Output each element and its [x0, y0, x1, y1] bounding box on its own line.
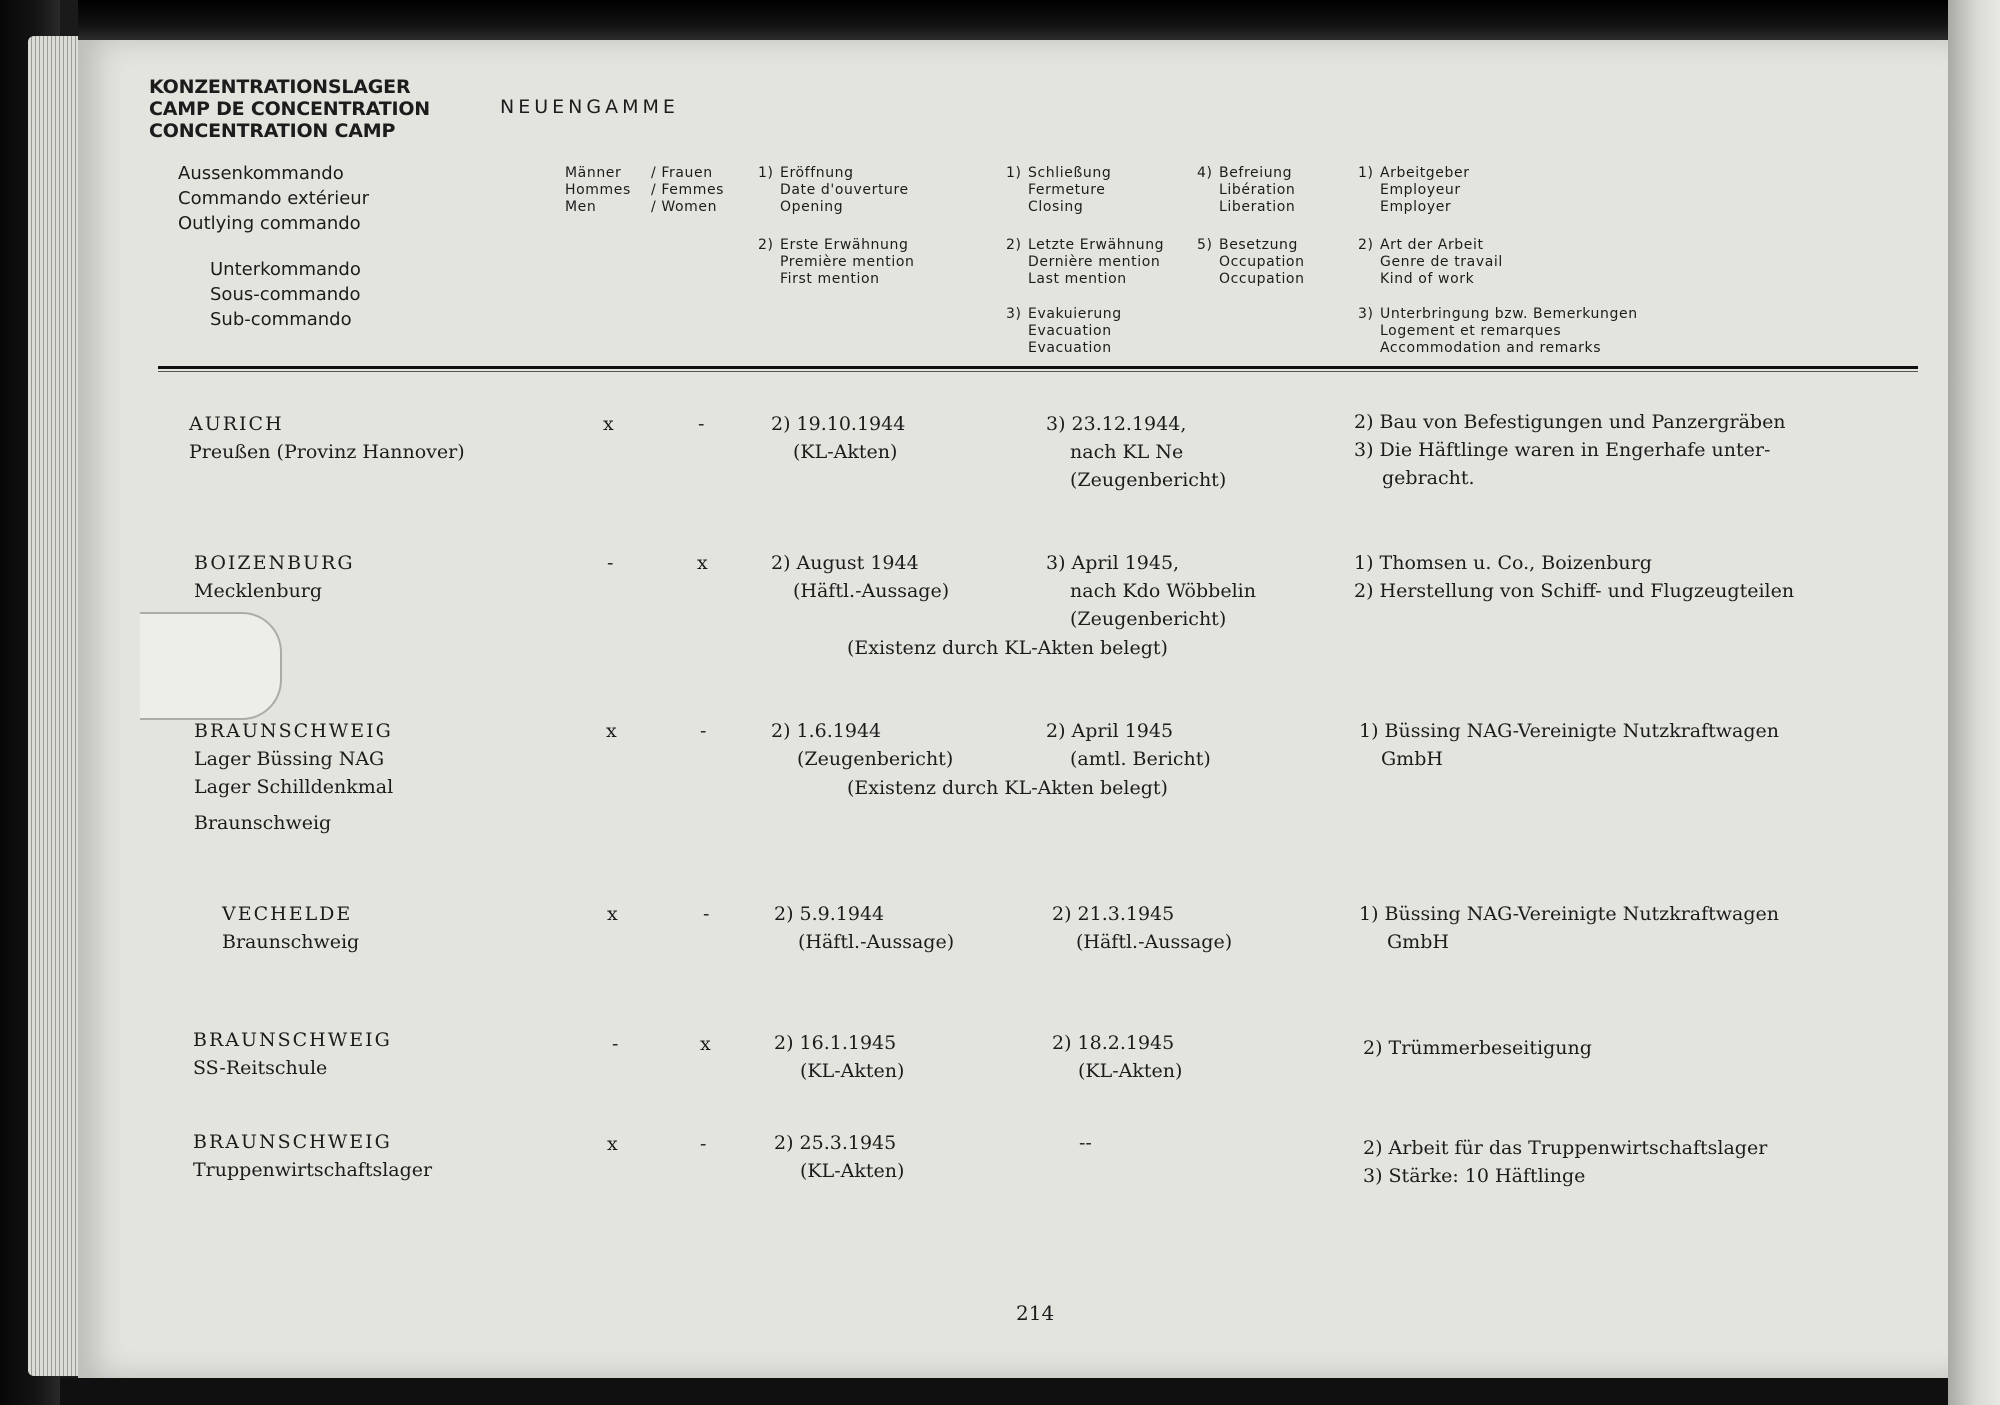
entry-remarks-line: 3) Die Häftlinge waren in Engerhafe unter- — [1354, 439, 1771, 461]
legend-line: Libération — [1219, 182, 1296, 198]
header-rule — [158, 366, 1918, 369]
entry-opening-line: (Häftl.-Aussage) — [793, 580, 950, 602]
entry-braunschweig-buessing — [194, 717, 393, 837]
entry-men-mark: - — [607, 552, 614, 574]
entry-remarks-line: 3) Stärke: 10 Häftlinge — [1363, 1165, 1586, 1187]
header-title-line: CONCENTRATION CAMP — [149, 120, 396, 142]
entry-closing — [1046, 549, 1256, 633]
legend-men-line: Hommes — [565, 182, 631, 198]
legend-first-mention — [758, 237, 914, 288]
legend-line: Genre de travail — [1380, 254, 1503, 270]
legend-num: 3) — [1006, 306, 1022, 322]
entry-closing — [1046, 717, 1211, 773]
entry-women-mark: x — [700, 1033, 711, 1055]
legend-num: 2) — [1006, 237, 1022, 253]
entry-opening — [774, 1029, 904, 1085]
entry-closing-line: 3) 23.12.1944, — [1046, 413, 1187, 435]
aussenkommando-line: Outlying commando — [178, 213, 361, 234]
entry-sub: Lager Schilldenkmal — [194, 776, 394, 798]
entry-opening — [771, 717, 953, 773]
entry-women-mark: - — [703, 903, 710, 925]
entry-closing-line: (Häftl.-Aussage) — [1076, 931, 1233, 953]
aussenkommando-line: Commando extérieur — [178, 188, 370, 209]
entry-name: VECHELDE — [222, 903, 353, 925]
legend-line: Date d'ouverture — [780, 182, 909, 198]
legend-line: Occupation — [1219, 254, 1305, 270]
legend-num: 4) — [1197, 165, 1213, 181]
entry-men-mark: x — [603, 413, 614, 435]
entry-closing-line: (Zeugenbericht) — [1070, 469, 1227, 491]
entry-name: AURICH — [189, 413, 284, 435]
legend-line: Schließung — [1028, 165, 1112, 181]
entry-remarks — [1354, 549, 1794, 605]
entry-sub: SS-Reitschule — [193, 1057, 328, 1079]
entry-remarks-line: 2) Bau von Befestigungen und Panzergräben — [1354, 411, 1786, 433]
legend-line: Evakuierung — [1028, 306, 1122, 322]
entry-opening-line: (Zeugenbericht) — [797, 748, 954, 770]
legend-women — [651, 165, 724, 216]
entry-women-mark: - — [700, 720, 707, 742]
legend-evacuation — [1006, 306, 1122, 357]
legend-line: Accommodation and remarks — [1380, 340, 1602, 356]
bottom-edge-shadow — [60, 1378, 1948, 1405]
legend-women-line: / Femmes — [651, 182, 725, 198]
entry-sub: Preußen (Provinz Hannover) — [189, 441, 465, 463]
entry-closing-line: 2) April 1945 — [1046, 720, 1174, 742]
entry-remarks — [1359, 717, 1779, 773]
entry-men-mark: - — [612, 1033, 619, 1055]
entry-remarks-line: 2) Arbeit für das Truppenwirtschaftslager — [1363, 1137, 1768, 1159]
legend-line: Eröffnung — [780, 165, 854, 181]
legend-men-line: Männer — [565, 165, 622, 181]
entry-closing — [1046, 410, 1226, 494]
legend-men-line: Men — [565, 199, 597, 215]
entry-opening-line: 2) 1.6.1944 — [771, 720, 882, 742]
legend-num: 1) — [1358, 165, 1374, 181]
legend-line: Evacuation — [1028, 340, 1112, 356]
entry-remarks-line: gebracht. — [1382, 467, 1475, 489]
entry-closing — [1052, 1029, 1182, 1085]
entry-note: (Existenz durch KL-Akten belegt) — [847, 777, 1168, 799]
entry-remarks-line: 1) Büssing NAG-Vereinigte Nutzkraftwagen — [1359, 720, 1780, 742]
legend-line: Employer — [1380, 199, 1452, 215]
entry-opening-line: (KL-Akten) — [800, 1160, 905, 1182]
entry-braunschweig-reitschule — [193, 1026, 392, 1082]
entry-remarks — [1354, 408, 1786, 492]
entry-opening — [774, 1129, 904, 1185]
entry-closing-line: (Zeugenbericht) — [1070, 608, 1227, 630]
entry-aurich — [189, 410, 465, 466]
legend-women-line: / Women — [651, 199, 718, 215]
header-title-line: CAMP DE CONCENTRATION — [149, 98, 430, 120]
legend-line: First mention — [780, 271, 880, 287]
legend-women-line: / Frauen — [651, 165, 713, 181]
entry-name: BRAUNSCHWEIG — [193, 1131, 392, 1153]
unterkommando-label — [210, 257, 361, 332]
legend-line: Besetzung — [1219, 237, 1298, 253]
entry-remarks-line: 1) Büssing NAG-Vereinigte Nutzkraftwagen — [1359, 903, 1780, 925]
entry-women-mark: - — [698, 413, 705, 435]
entry-remarks — [1363, 1034, 1592, 1062]
entry-remarks-line: 2) Trümmerbeseitigung — [1363, 1037, 1592, 1059]
legend-line: Arbeitgeber — [1380, 165, 1470, 181]
entry-closing-line: (KL-Akten) — [1078, 1060, 1183, 1082]
entry-sub: Truppenwirtschaftslager — [193, 1159, 433, 1181]
header-title — [149, 76, 430, 142]
entry-closing-line: -- — [1079, 1132, 1092, 1154]
entry-note: (Existenz durch KL-Akten belegt) — [847, 637, 1168, 659]
entry-boizenburg — [194, 549, 355, 605]
legend-line: Opening — [780, 199, 844, 215]
entry-closing-line: (amtl. Bericht) — [1070, 748, 1211, 770]
entry-closing-line: nach Kdo Wöbbelin — [1070, 580, 1256, 602]
entry-remarks-line: 1) Thomsen u. Co., Boizenburg — [1354, 552, 1652, 574]
entry-opening-line: 2) 16.1.1945 — [774, 1032, 897, 1054]
legend-line: Evacuation — [1028, 323, 1112, 339]
bookmark-tab[interactable] — [140, 612, 282, 720]
entry-remarks — [1359, 900, 1779, 956]
entry-closing-line: nach KL Ne — [1070, 441, 1184, 463]
entry-remarks-line: 2) Herstellung von Schiff- und Flugzeugteilen — [1354, 580, 1795, 602]
entry-name: BOIZENBURG — [194, 552, 355, 574]
legend-line: Logement et remarques — [1380, 323, 1562, 339]
entry-remarks-line: GmbH — [1381, 748, 1443, 770]
legend-line: Last mention — [1028, 271, 1127, 287]
aussenkommando-line: Aussenkommando — [178, 163, 344, 184]
entry-opening-line: (Häftl.-Aussage) — [798, 931, 955, 953]
entry-closing — [1079, 1129, 1092, 1157]
entry-closing-line: 2) 18.2.1945 — [1052, 1032, 1175, 1054]
legend-num: 5) — [1197, 237, 1213, 253]
legend-kind-of-work — [1358, 237, 1503, 288]
entry-opening-line: (KL-Akten) — [800, 1060, 905, 1082]
page-number: 214 — [1016, 1301, 1055, 1325]
legend-line: Première mention — [780, 254, 915, 270]
legend-line: Liberation — [1219, 199, 1296, 215]
legend-occupation — [1197, 237, 1305, 288]
camp-name: NEUENGAMME — [500, 96, 679, 118]
entry-remarks-line: GmbH — [1387, 931, 1449, 953]
legend-closing — [1006, 165, 1111, 216]
unterkommando-line: Unterkommando — [210, 259, 361, 280]
aussenkommando-label — [178, 161, 369, 236]
entry-sub: Mecklenburg — [194, 580, 323, 602]
entry-closing-line: 2) 21.3.1945 — [1052, 903, 1175, 925]
entry-sub: Braunschweig — [222, 931, 360, 953]
entry-women-mark: x — [697, 552, 708, 574]
entry-men-mark: x — [606, 720, 617, 742]
entry-opening-line: 2) 25.3.1945 — [774, 1132, 897, 1154]
legend-liberation — [1197, 165, 1295, 216]
entry-braunschweig-truppenwirtschaftslager — [193, 1128, 432, 1184]
page-gutter — [1948, 0, 2000, 1405]
legend-line: Art der Arbeit — [1380, 237, 1484, 253]
legend-line: Fermeture — [1028, 182, 1106, 198]
legend-line: Dernière mention — [1028, 254, 1161, 270]
entry-name: BRAUNSCHWEIG — [194, 720, 393, 742]
entry-sub: Lager Büssing NAG — [194, 748, 385, 770]
legend-line: Kind of work — [1380, 271, 1475, 287]
entry-sub: Braunschweig — [194, 812, 332, 834]
entry-opening-line: (KL-Akten) — [793, 441, 898, 463]
entry-men-mark: x — [607, 903, 618, 925]
unterkommando-line: Sub-commando — [210, 309, 352, 330]
entry-closing — [1052, 900, 1232, 956]
header-rule-thin — [158, 371, 1918, 372]
entry-opening — [771, 410, 905, 466]
legend-line: Letzte Erwähnung — [1028, 237, 1165, 253]
entry-remarks — [1363, 1134, 1767, 1190]
legend-line: Closing — [1028, 199, 1084, 215]
legend-accommodation — [1358, 306, 1638, 357]
top-edge-shadow — [78, 0, 1948, 40]
header-title-line: KONZENTRATIONSLAGER — [149, 76, 411, 98]
legend-num: 3) — [1358, 306, 1374, 322]
entry-opening — [774, 900, 954, 956]
legend-num: 2) — [1358, 237, 1374, 253]
legend-line: Occupation — [1219, 271, 1305, 287]
legend-opening — [758, 165, 909, 216]
legend-men — [565, 165, 631, 216]
legend-line: Befreiung — [1219, 165, 1293, 181]
unterkommando-line: Sous-commando — [210, 284, 361, 305]
legend-num: 1) — [758, 165, 774, 181]
legend-num: 1) — [1006, 165, 1022, 181]
entry-opening — [771, 549, 949, 605]
entry-vechelde — [222, 900, 359, 956]
legend-employer — [1358, 165, 1470, 216]
entry-opening-line: 2) August 1944 — [771, 552, 919, 574]
entry-men-mark: x — [607, 1133, 618, 1155]
entry-opening-line: 2) 19.10.1944 — [771, 413, 906, 435]
legend-line: Erste Erwähnung — [780, 237, 909, 253]
legend-line: Employeur — [1380, 182, 1461, 198]
entry-opening-line: 2) 5.9.1944 — [774, 903, 885, 925]
entry-name: BRAUNSCHWEIG — [193, 1029, 392, 1051]
entry-women-mark: - — [700, 1133, 707, 1155]
entry-closing-line: 3) April 1945, — [1046, 552, 1180, 574]
legend-last-mention — [1006, 237, 1164, 288]
legend-line: Unterbringung bzw. Bemerkungen — [1380, 306, 1638, 322]
legend-num: 2) — [758, 237, 774, 253]
